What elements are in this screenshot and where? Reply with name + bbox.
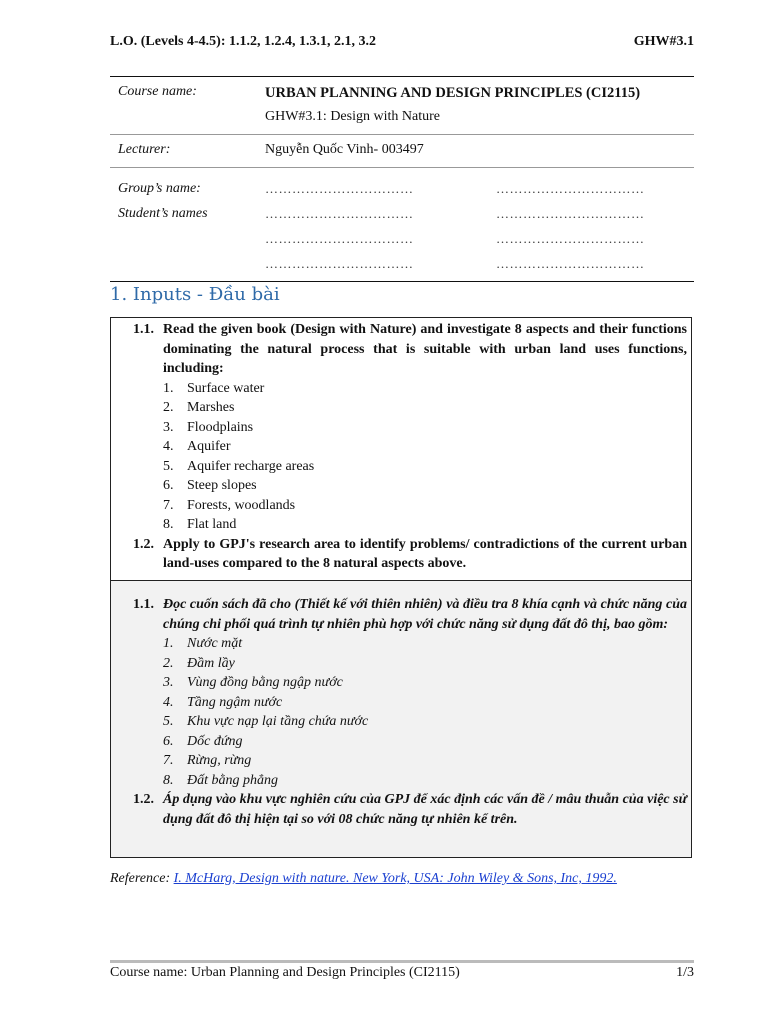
blank-field[interactable]: …………………………… [496, 206, 645, 221]
blank-field[interactable]: …………………………… [496, 181, 645, 196]
list-item: 7. Rừng, rừng [163, 753, 252, 768]
blank-fields [265, 176, 694, 276]
list-item: 8. Flat land [163, 517, 237, 532]
group-name-label: Group’s name: [118, 181, 201, 196]
page-number: 1/3 [676, 965, 694, 980]
assignment-title: GHW#3.1: Design with Nature [265, 109, 440, 124]
inputs-vietnamese-box [110, 580, 692, 858]
reference-label: Reference: [110, 871, 171, 886]
list-item: 5. Khu vực nạp lại tầng chứa nước [163, 714, 369, 729]
list-item: 1. Nước mặt [163, 636, 243, 651]
section-heading: 1. Inputs - Đầu bài [110, 284, 280, 305]
list-item: 3. Floodplains [163, 419, 254, 435]
blank-field[interactable]: …………………………… [265, 181, 414, 196]
lecturer-label: Lecturer: [118, 142, 171, 157]
course-row [110, 77, 694, 134]
aspect-list [133, 379, 687, 535]
lecturer-name: Nguyễn Quốc Vinh- 003497 [265, 142, 424, 157]
list-item: 2. Đầm lầy [163, 655, 235, 671]
course-title: URBAN PLANNING AND DESIGN PRINCIPLES (CI2115) [265, 85, 641, 101]
list-item: 5. Aquifer recharge areas [163, 458, 315, 474]
course-info-table [110, 76, 694, 282]
aspect-list [133, 634, 687, 790]
list-item: 3. Vùng đồng bằng ngập nước [163, 675, 343, 690]
list-item: 1. Surface water [163, 380, 265, 396]
page-footer [110, 965, 694, 981]
inputs-english-box [110, 317, 692, 581]
task-item: 1.2. Áp dụng vào khu vực nghiên cứu của GPJ để xác định các vấn đề / mâu thuẫn của việc sử dụng đất đô thị hiện tại so với 08 chức năng tự nhiên kể trên. [133, 792, 687, 827]
lecturer-row [110, 135, 694, 167]
task-item: 1.1. Read the given book (Design with Nature) and investigate 8 aspects and their functions dominating the natural process that is suitable with urban land uses functions, including: [133, 322, 687, 376]
blank-field[interactable]: …………………………… [496, 256, 645, 271]
list-item: 6. Steep slopes [163, 478, 257, 493]
footer-divider [110, 960, 694, 963]
group-row [110, 168, 694, 281]
list-item: 8. Đất bằng phẳng [163, 772, 278, 788]
assignment-code: GHW#3.1 [633, 34, 694, 49]
blank-field[interactable]: …………………………… [265, 256, 414, 271]
blank-field[interactable]: …………………………… [265, 206, 414, 221]
list-item: 2. Marshes [163, 400, 235, 415]
task-item: 1.1. Đọc cuốn sách đã cho (Thiết kế với thiên nhiên) và điều tra 8 khía cạnh và chức năng của chúng chi phối quá trình tự nhiên phù hợp với chức năng sử dụng đất đô thị, bao gồm: [133, 597, 687, 632]
course-label: Course name: [118, 84, 197, 99]
student-names-label: Student’s names [118, 206, 208, 221]
blank-field[interactable]: …………………………… [496, 231, 645, 246]
list-item: 4. Aquifer [163, 439, 231, 454]
learning-outcomes: L.O. (Levels 4-4.5): 1.1.2, 1.2.4, 1.3.1, 2.1, 3.2 [110, 34, 376, 49]
blank-field[interactable]: …………………………… [265, 231, 414, 246]
list-item: 4. Tầng ngậm nước [163, 694, 283, 710]
list-item: 6. Dốc đứng [163, 733, 243, 749]
task-item: 1.2. Apply to GPJ's research area to identify problems/ contradictions of the current urban land-uses compared to the 8 natural aspects above. [133, 536, 687, 571]
list-item: 7. Forests, woodlands [163, 497, 296, 513]
reference [110, 871, 617, 887]
reference-link[interactable]: I. McHarg, Design with nature. New York, USA: John Wiley & Sons, Inc, 1992. [173, 871, 617, 886]
footer-course-name: Course name: Urban Planning and Design Principles (CI2115) [110, 965, 460, 980]
page-header [110, 34, 694, 50]
